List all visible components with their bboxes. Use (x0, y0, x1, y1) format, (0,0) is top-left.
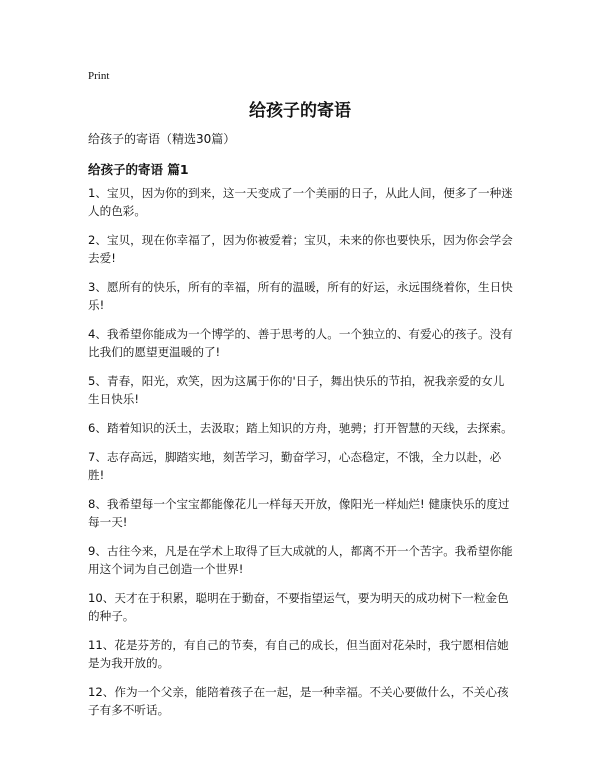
document-subtitle: 给孩子的寄语（精选30篇） (88, 132, 236, 146)
entry-11: 11、花是芬芳的，有自己的节奏，有自己的成长，但当面对花朵时，我宁愿相信她是为我开放的。 (88, 638, 509, 670)
entry-5: 5、青春，阳光，欢笑，因为这属于你的'日子，舞出快乐的节拍，祝我亲爱的女儿生日快乐! (88, 374, 505, 406)
document-title: 给孩子的寄语 (249, 101, 351, 121)
entry-12: 12、作为一个父亲，能陪着孩子在一起，是一种幸福。不关心要做什么，不关心孩子有多不听话。 (88, 685, 509, 717)
entry-7: 7、志存高远，脚踏实地，刻苦学习，勤奋学习，心态稳定，不饿，全力以赴，必胜! (88, 450, 502, 482)
entry-8: 8、我希望每一个宝宝都能像花儿一样每天开放，像阳光一样灿烂! 健康快乐的度过每一天! (88, 497, 510, 529)
entry-10: 10、天才在于积累，聪明在于勤奋，不要指望运气，要为明天的成功树下一粒金色的种子。 (88, 591, 509, 623)
entry-4: 4、我希望你能成为一个博学的、善于思考的人。一个独立的、有爱心的孩子。没有比我们的愿望更温暖的了! (88, 327, 513, 359)
entry-6: 6、踏着知识的沃土，去汲取；踏上知识的方舟，驰骋；打开智慧的天线，去探索。 (88, 421, 513, 435)
print-label: Print (88, 70, 110, 82)
entry-1: 1、宝贝，因为你的到来，这一天变成了一个美丽的日子，从此人间，便多了一种迷人的色彩。 (88, 186, 513, 218)
entries-list (88, 184, 514, 730)
entry-2: 2、宝贝，现在你幸福了，因为你被爱着；宝贝，未来的你也要快乐，因为你会学会去爱! (88, 233, 513, 265)
entry-3: 3、愿所有的快乐，所有的幸福，所有的温暖，所有的好运，永远围绕着你，生日快乐! (88, 280, 513, 312)
section-heading: 给孩子的寄语 篇1 (88, 162, 189, 177)
entry-9: 9、古往今来，凡是在学术上取得了巨大成就的人，都离不开一个苦字。我希望你能用这个词为自己创造一个世界! (88, 544, 513, 576)
